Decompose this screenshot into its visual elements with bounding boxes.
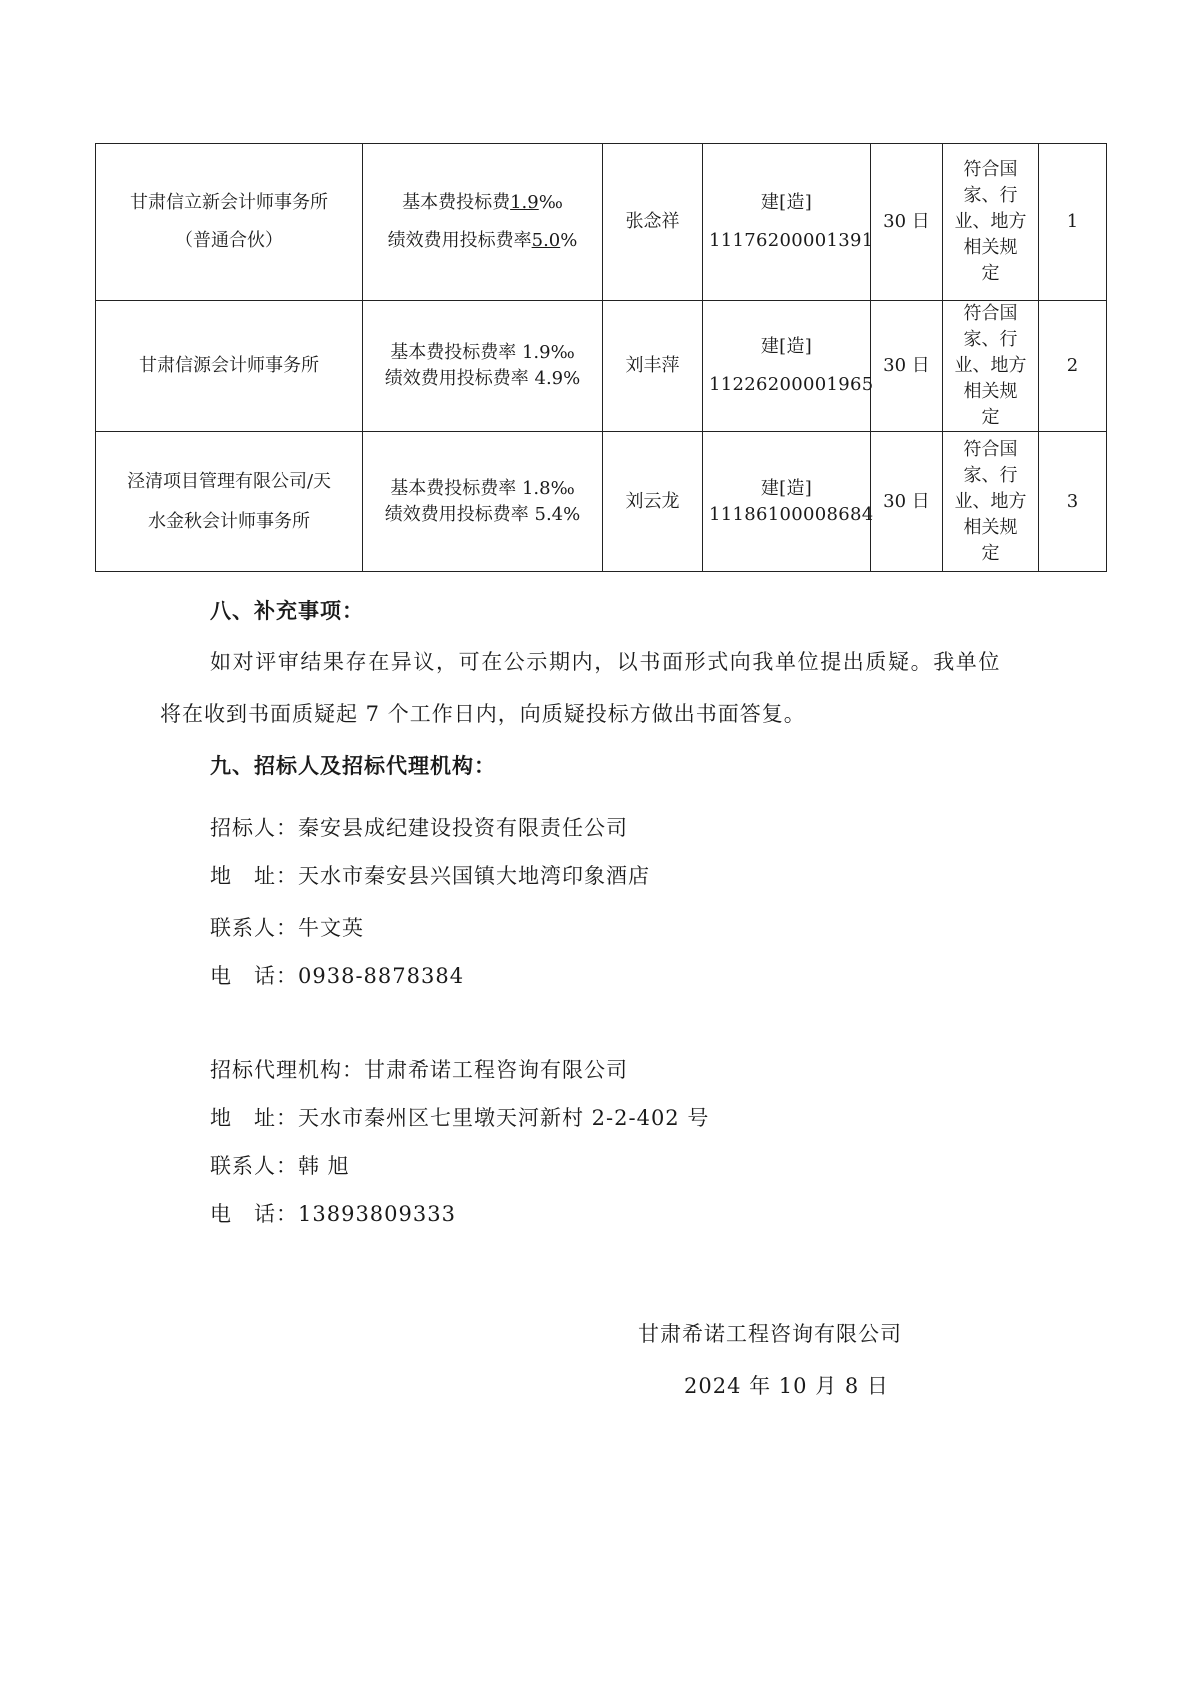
table-row	[96, 432, 1107, 572]
section-8-para-line-1: 如对评审结果存在异议，可在公示期内，以书面形式向我单位提出质疑。我单位	[210, 650, 1001, 674]
table-row	[96, 301, 1107, 432]
rank-cell: 1	[1039, 144, 1107, 301]
company-cell: 泾清项目管理有限公司/天 水金秋会计师事务所	[96, 432, 363, 572]
agency-name-row: 招标代理机构：甘肃希诺工程咨询有限公司	[210, 1058, 628, 1082]
compliance-cell: 符合国 家、行 业、地方 相关规 定	[943, 301, 1039, 432]
person-cell: 刘云龙	[603, 432, 703, 572]
cert-cell: 建[造] 11176200001391	[703, 144, 871, 301]
cert-cell: 建[造] 11226200001965	[703, 301, 871, 432]
company-name: 甘肃信立新会计师事务所	[130, 192, 328, 213]
period-cell: 30 日	[871, 144, 943, 301]
section-9-heading: 九、招标人及招标代理机构：	[210, 753, 496, 778]
tenderer-phone-row: 电 话：0938-8878384	[210, 964, 465, 988]
results-table	[95, 143, 1107, 572]
table-row	[96, 144, 1107, 301]
compliance-cell: 符合国 家、行 业、地方 相关规 定	[943, 144, 1039, 301]
person-cell: 张念祥	[603, 144, 703, 301]
tenderer-address-row: 地 址：天水市秦安县兴国镇大地湾印象酒店	[210, 864, 650, 888]
company-cell	[96, 144, 363, 301]
period-cell: 30 日	[871, 301, 943, 432]
cert-cell: 建[造] 11186100008684	[703, 432, 871, 572]
section-8-heading: 八、补充事项：	[210, 598, 364, 623]
person-cell: 刘丰萍	[603, 301, 703, 432]
rank-cell: 3	[1039, 432, 1107, 572]
signature-company: 甘肃希诺工程咨询有限公司	[638, 1322, 902, 1346]
agency-address-row: 地 址：天水市秦州区七里墩天河新村 2-2-402 号	[210, 1106, 710, 1130]
fee-cell	[363, 144, 603, 301]
signature-date: 2024 年 10 月 8 日	[684, 1374, 889, 1398]
rank-cell: 2	[1039, 301, 1107, 432]
agency-contact-row: 联系人：韩 旭	[210, 1154, 350, 1178]
fee-line-1: 基本费投标费1.9‰	[402, 192, 563, 213]
fee-line-2: 绩效费用投标费率5.0%	[387, 230, 578, 251]
compliance-cell: 符合国 家、行 业、地方 相关规 定	[943, 432, 1039, 572]
fee-cell: 基本费投标费率 1.9‰ 绩效费用投标费率 4.9%	[363, 301, 603, 432]
tenderer-contact-row: 联系人：牛文英	[210, 916, 364, 940]
tenderer-name-row: 招标人：秦安县成纪建设投资有限责任公司	[210, 816, 628, 840]
company-type: （普通合伙）	[175, 230, 283, 251]
fee-cell: 基本费投标费率 1.8‰ 绩效费用投标费率 5.4%	[363, 432, 603, 572]
agency-phone-row: 电 话：13893809333	[210, 1202, 456, 1226]
section-8-para-line-2: 将在收到书面质疑起 7 个工作日内，向质疑投标方做出书面答复。	[160, 702, 806, 726]
company-cell: 甘肃信源会计师事务所	[96, 301, 363, 432]
period-cell: 30 日	[871, 432, 943, 572]
